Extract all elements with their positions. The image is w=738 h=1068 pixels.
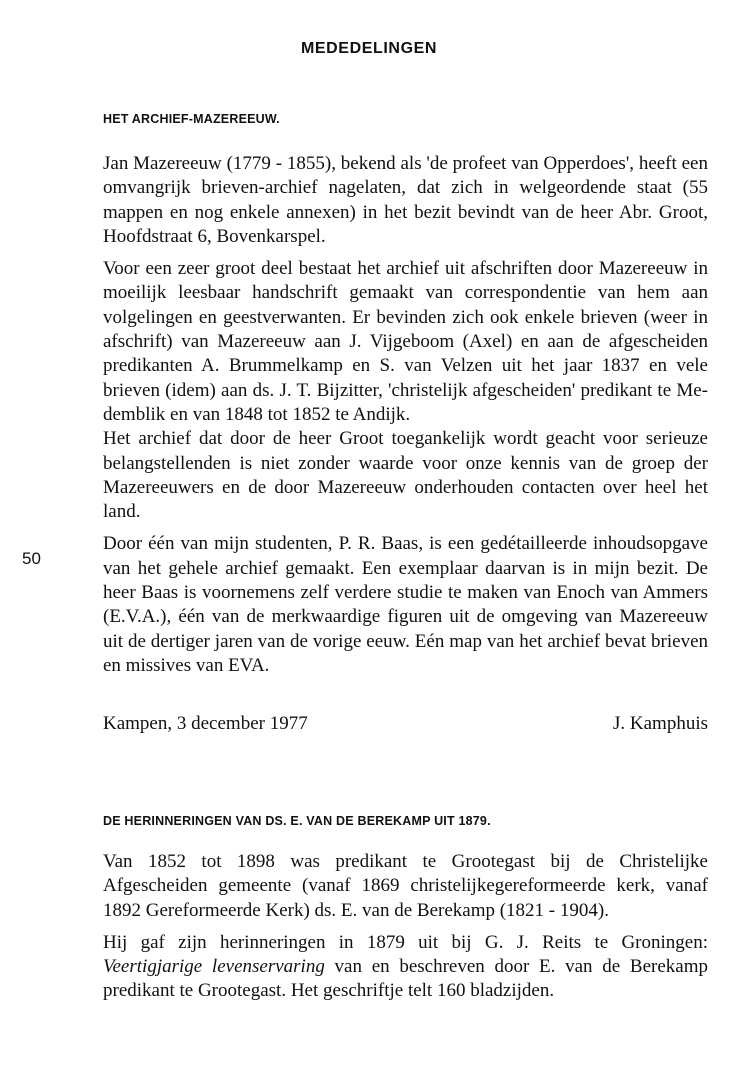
book-title: Veertigjarige levenservaring	[103, 956, 325, 978]
section-title-archief: HET ARCHIEF-MAZEREEUW.	[103, 112, 280, 126]
paragraph-text-start: Hij gaf zijn herinneringen in 1879 uit bij G. J. Reits te Groningen:	[103, 931, 708, 953]
paragraph: Voor een zeer groot deel bestaat het archief uit afschriften door Mazereeuw in moeilijk leesbaar handschrift gemaakt van correspondentie van hem aan volgelingen en geestverwanten. Er bevinden zich ook enkele brieven (weer in afschrift) van Mazereeuw aan J. Vijgeboom (Axel) en aan de afgescheiden predikanten A. Brummelkamp en S. van Velzen uit het jaar 1837 en vele brieven (idem) aan ds. J. T. Bijzitter, 'christelijk afgescheiden' predikant te Medemblik en van 1848 tot 1852 te Andijk.	[103, 258, 708, 425]
author-signature: J. Kamphuis	[613, 713, 708, 734]
section-title-herinneringen: DE HERINNERINGEN VAN DS. E. VAN DE BEREKAMP UIT 1879.	[103, 814, 491, 828]
page-number: 50	[22, 549, 41, 568]
section-body-archief	[103, 152, 708, 686]
place-date: Kampen, 3 december 1977	[103, 713, 308, 734]
paragraph: Van 1852 tot 1898 was predikant te Grootegast bij de Christelijke Afgescheiden gemeente (vanaf 1869 christelijkegereformeerde kerk, vanaf 1892 Gereformeerde Kerk) ds. E. van de Berekamp (1821 - 1904).	[103, 851, 708, 921]
paragraph-text-end: van en beschreven door E. van de Berekamp predikant te Grootegast. Het geschriftje telt 160 bladzijden.	[103, 956, 708, 1002]
paragraph	[103, 931, 708, 1004]
section-body-herinneringen	[103, 850, 708, 1012]
paragraph: Jan Mazereeuw (1779 - 1855), bekend als 'de profeet van Opperdoes', heeft een omvangrijk brieven-archief nagelaten, dat zich in welgeordende staat (55 mappen en nog enkele annexen) in het bezit bevindt van de heer Abr. Groot, Hoofdstraat 6, Bovenkarspel.	[103, 153, 708, 247]
paragraph: Door één van mijn studenten, P. R. Baas, is een gedétailleerde inhoudsopgave van het gehele archief gemaakt. Een exemplaar daarvan is in mijn bezit. De heer Baas is voornemens zelf verdere studie te maken van Enoch van Ammers (E.V.A.), één van de merkwaardige figuren uit de omgeving van Mazereeuw uit de dertiger jaren van de vorige eeuw. Eén map van het archief bevat brieven en missives van EVA.	[103, 533, 708, 676]
signoff	[103, 712, 708, 736]
paragraph: Het archief dat door de heer Groot toegankelijk wordt geacht voor serieuze belangstellenden is niet zonder waarde voor onze kennis van de groep der Mazereeuwers en de door Mazereeuw onderhouden contacten over heel het land.	[103, 428, 708, 523]
page-header: MEDEDELINGEN	[300, 40, 438, 57]
